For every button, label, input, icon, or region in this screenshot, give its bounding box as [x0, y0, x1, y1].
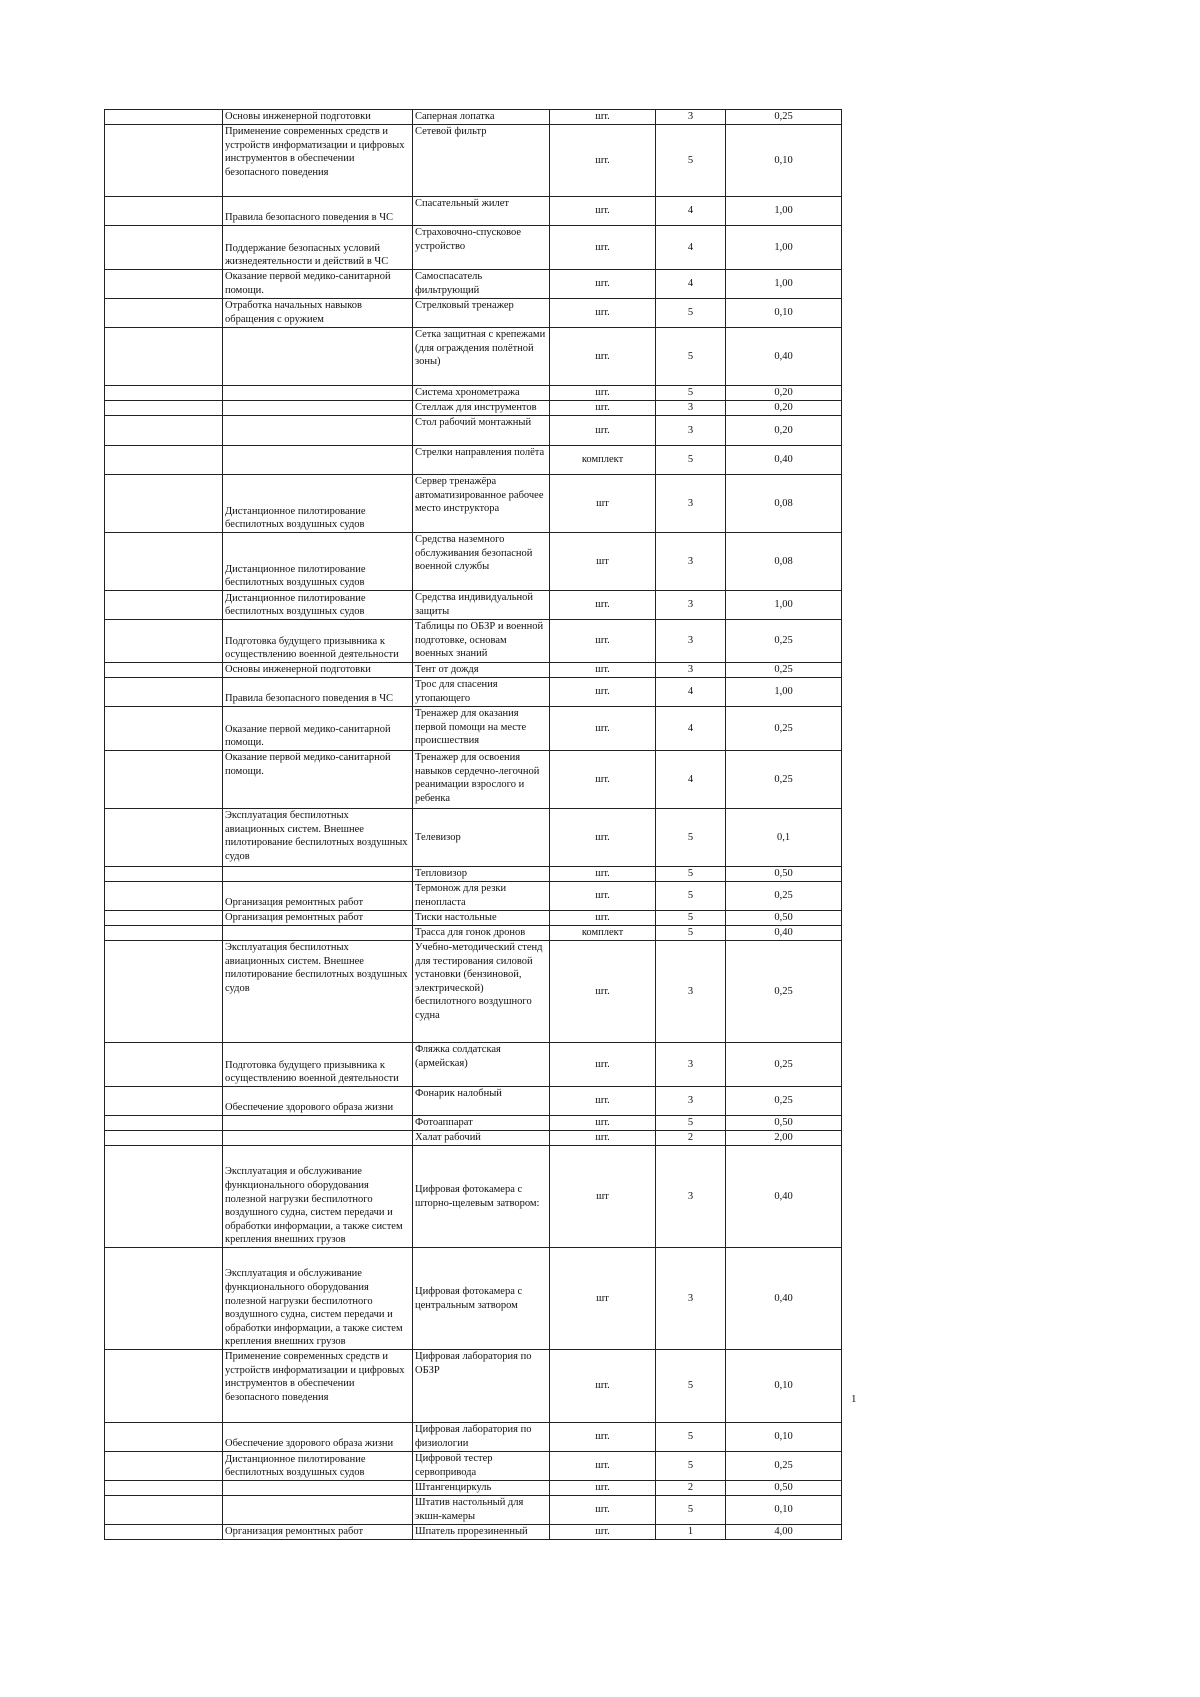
- item-cell: Средства наземного обслуживания безопасной военной службы: [413, 533, 550, 591]
- table-row: [105, 533, 842, 591]
- table-row: [105, 1496, 842, 1525]
- blank-cell: [105, 911, 223, 926]
- section-cell: [223, 1116, 413, 1131]
- item-cell: Таблицы по ОБЗР и военной подготовке, основам военных знаний: [413, 620, 550, 663]
- item-cell: Тренажер для оказания первой помощи на месте происшествия: [413, 707, 550, 751]
- coefficient-cell: 0,20: [726, 386, 842, 401]
- quantity-cell: 3: [656, 110, 726, 125]
- table-row: [105, 663, 842, 678]
- quantity-cell: 5: [656, 1423, 726, 1452]
- quantity-cell: 2: [656, 1481, 726, 1496]
- blank-cell: [105, 1350, 223, 1423]
- coefficient-cell: 0,10: [726, 1423, 842, 1452]
- blank-cell: [105, 1131, 223, 1146]
- item-cell: Сетевой фильтр: [413, 125, 550, 197]
- table-row: [105, 416, 842, 446]
- quantity-cell: 5: [656, 1350, 726, 1423]
- coefficient-cell: 1,00: [726, 197, 842, 226]
- table-row: [105, 1350, 842, 1423]
- section-cell: Эксплуатация беспилотных авиационных систем. Внешнее пилотирование беспилотных воздушных судов: [223, 941, 413, 1043]
- section-cell: Эксплуатация беспилотных авиационных систем. Внешнее пилотирование беспилотных воздушных судов: [223, 809, 413, 867]
- blank-cell: [105, 1043, 223, 1087]
- table-row: [105, 707, 842, 751]
- table-row: [105, 867, 842, 882]
- item-cell: Фонарик налобный: [413, 1087, 550, 1116]
- section-cell: Оказание первой медико-санитарной помощи.: [223, 751, 413, 809]
- item-cell: Страховочно-спусковое устройство: [413, 226, 550, 270]
- blank-cell: [105, 1525, 223, 1540]
- unit-cell: шт.: [550, 401, 656, 416]
- unit-cell: шт: [550, 475, 656, 533]
- blank-cell: [105, 707, 223, 751]
- coefficient-cell: 0,25: [726, 751, 842, 809]
- section-cell: Подготовка будущего призывника к осуществлению военной деятельности: [223, 620, 413, 663]
- section-cell: Дистанционное пилотирование беспилотных воздушных судов: [223, 1452, 413, 1481]
- coefficient-cell: 0,08: [726, 475, 842, 533]
- section-cell: Правила безопасного поведения в ЧС: [223, 678, 413, 707]
- unit-cell: шт.: [550, 386, 656, 401]
- blank-cell: [105, 1146, 223, 1248]
- blank-cell: [105, 299, 223, 328]
- table-row: [105, 1131, 842, 1146]
- coefficient-cell: 0,1: [726, 809, 842, 867]
- section-cell: Дистанционное пилотирование беспилотных воздушных судов: [223, 533, 413, 591]
- item-cell: Тепловизор: [413, 867, 550, 882]
- coefficient-cell: 1,00: [726, 226, 842, 270]
- section-cell: [223, 1496, 413, 1525]
- quantity-cell: 3: [656, 1248, 726, 1350]
- unit-cell: шт.: [550, 678, 656, 707]
- item-cell: Цифровой тестер сервопривода: [413, 1452, 550, 1481]
- coefficient-cell: 0,20: [726, 401, 842, 416]
- table-row: [105, 1116, 842, 1131]
- quantity-cell: 3: [656, 416, 726, 446]
- blank-cell: [105, 533, 223, 591]
- unit-cell: шт.: [550, 1131, 656, 1146]
- item-cell: Халат рабочий: [413, 1131, 550, 1146]
- item-cell: Стрелковый тренажер: [413, 299, 550, 328]
- item-cell: Трасса для гонок дронов: [413, 926, 550, 941]
- table-row: [105, 620, 842, 663]
- unit-cell: шт.: [550, 620, 656, 663]
- quantity-cell: 4: [656, 197, 726, 226]
- table-row: [105, 882, 842, 911]
- unit-cell: шт.: [550, 663, 656, 678]
- page-number: 1: [851, 1393, 857, 1405]
- coefficient-cell: 0,40: [726, 926, 842, 941]
- section-cell: [223, 328, 413, 386]
- blank-cell: [105, 620, 223, 663]
- coefficient-cell: 0,25: [726, 941, 842, 1043]
- table-row: [105, 299, 842, 328]
- coefficient-cell: 0,50: [726, 867, 842, 882]
- table-row: [105, 911, 842, 926]
- blank-cell: [105, 1248, 223, 1350]
- quantity-cell: 5: [656, 1496, 726, 1525]
- unit-cell: шт.: [550, 1481, 656, 1496]
- item-cell: Учебно-методический стенд для тестирования силовой установки (бензиновой, электрической) беспилотного воздушного судна: [413, 941, 550, 1043]
- quantity-cell: 3: [656, 1146, 726, 1248]
- item-cell: Фотоаппарат: [413, 1116, 550, 1131]
- section-cell: Эксплуатация и обслуживание функционального оборудования полезной нагрузки беспилотного воздушного судна, систем передачи и обработки информации, а также систем крепления внешних грузов: [223, 1146, 413, 1248]
- blank-cell: [105, 926, 223, 941]
- blank-cell: [105, 1087, 223, 1116]
- unit-cell: шт.: [550, 882, 656, 911]
- unit-cell: шт.: [550, 911, 656, 926]
- item-cell: Стол рабочий монтажный: [413, 416, 550, 446]
- section-cell: Оказание первой медико-санитарной помощи.: [223, 707, 413, 751]
- unit-cell: комплект: [550, 446, 656, 475]
- section-cell: [223, 416, 413, 446]
- unit-cell: шт.: [550, 1525, 656, 1540]
- table-row: [105, 809, 842, 867]
- blank-cell: [105, 401, 223, 416]
- unit-cell: шт.: [550, 1116, 656, 1131]
- quantity-cell: 5: [656, 867, 726, 882]
- blank-cell: [105, 1481, 223, 1496]
- quantity-cell: 5: [656, 446, 726, 475]
- unit-cell: шт.: [550, 416, 656, 446]
- blank-cell: [105, 270, 223, 299]
- section-cell: [223, 867, 413, 882]
- table-row: [105, 401, 842, 416]
- coefficient-cell: 0,10: [726, 125, 842, 197]
- coefficient-cell: 4,00: [726, 1525, 842, 1540]
- item-cell: Фляжка солдатская (армейская): [413, 1043, 550, 1087]
- item-cell: Термонож для резки пенопласта: [413, 882, 550, 911]
- quantity-cell: 3: [656, 533, 726, 591]
- blank-cell: [105, 678, 223, 707]
- table-row: [105, 446, 842, 475]
- blank-cell: [105, 867, 223, 882]
- coefficient-cell: 0,25: [726, 1452, 842, 1481]
- quantity-cell: 5: [656, 386, 726, 401]
- coefficient-cell: 0,10: [726, 1496, 842, 1525]
- blank-cell: [105, 110, 223, 125]
- item-cell: Цифровая лаборатория по ОБЗР: [413, 1350, 550, 1423]
- blank-cell: [105, 809, 223, 867]
- unit-cell: шт.: [550, 591, 656, 620]
- unit-cell: шт.: [550, 707, 656, 751]
- table-row: [105, 226, 842, 270]
- section-cell: Дистанционное пилотирование беспилотных воздушных судов: [223, 475, 413, 533]
- unit-cell: шт.: [550, 197, 656, 226]
- item-cell: Цифровая фотокамера с центральным затвором: [413, 1248, 550, 1350]
- section-cell: [223, 926, 413, 941]
- quantity-cell: 5: [656, 926, 726, 941]
- section-cell: [223, 401, 413, 416]
- coefficient-cell: 0,50: [726, 1116, 842, 1131]
- item-cell: Штангенциркуль: [413, 1481, 550, 1496]
- coefficient-cell: 0,25: [726, 1087, 842, 1116]
- coefficient-cell: 0,50: [726, 1481, 842, 1496]
- table-row: [105, 751, 842, 809]
- table-row: [105, 1087, 842, 1116]
- blank-cell: [105, 197, 223, 226]
- unit-cell: шт.: [550, 110, 656, 125]
- quantity-cell: 5: [656, 882, 726, 911]
- table-row: [105, 125, 842, 197]
- quantity-cell: 5: [656, 299, 726, 328]
- unit-cell: шт.: [550, 328, 656, 386]
- blank-cell: [105, 751, 223, 809]
- blank-cell: [105, 591, 223, 620]
- blank-cell: [105, 446, 223, 475]
- quantity-cell: 4: [656, 270, 726, 299]
- unit-cell: шт: [550, 533, 656, 591]
- coefficient-cell: 0,25: [726, 707, 842, 751]
- blank-cell: [105, 1116, 223, 1131]
- table-row: [105, 1248, 842, 1350]
- quantity-cell: 3: [656, 591, 726, 620]
- section-cell: Отработка начальных навыков обращения с оружием: [223, 299, 413, 328]
- unit-cell: шт.: [550, 1087, 656, 1116]
- quantity-cell: 3: [656, 1043, 726, 1087]
- unit-cell: шт.: [550, 1350, 656, 1423]
- item-cell: Средства индивидуальной защиты: [413, 591, 550, 620]
- section-cell: Применение современных средств и устройств информатизации и цифровых инструментов в обеспечении безопасного поведения: [223, 1350, 413, 1423]
- unit-cell: шт.: [550, 751, 656, 809]
- item-cell: Сетка защитная с крепежами (для ограждения полётной зоны): [413, 328, 550, 386]
- table-row: [105, 1452, 842, 1481]
- quantity-cell: 4: [656, 707, 726, 751]
- item-cell: Штатив настольный для экшн-камеры: [413, 1496, 550, 1525]
- coefficient-cell: 0,08: [726, 533, 842, 591]
- unit-cell: шт: [550, 1146, 656, 1248]
- coefficient-cell: 0,40: [726, 1248, 842, 1350]
- unit-cell: шт.: [550, 1423, 656, 1452]
- unit-cell: шт.: [550, 299, 656, 328]
- quantity-cell: 5: [656, 911, 726, 926]
- coefficient-cell: 0,25: [726, 1043, 842, 1087]
- table-row: [105, 1146, 842, 1248]
- section-cell: [223, 446, 413, 475]
- blank-cell: [105, 941, 223, 1043]
- section-cell: Применение современных средств и устройств информатизации и цифровых инструментов в обеспечении безопасного поведения: [223, 125, 413, 197]
- coefficient-cell: 1,00: [726, 678, 842, 707]
- table-row: [105, 1423, 842, 1452]
- quantity-cell: 3: [656, 941, 726, 1043]
- item-cell: Система хронометража: [413, 386, 550, 401]
- item-cell: Шпатель прорезиненный: [413, 1525, 550, 1540]
- coefficient-cell: 0,25: [726, 620, 842, 663]
- section-cell: Основы инженерной подготовки: [223, 663, 413, 678]
- coefficient-cell: 0,10: [726, 299, 842, 328]
- quantity-cell: 5: [656, 1116, 726, 1131]
- coefficient-cell: 0,40: [726, 328, 842, 386]
- table-row: [105, 1481, 842, 1496]
- item-cell: Цифровая фотокамера с шторно-щелевым затвором:: [413, 1146, 550, 1248]
- coefficient-cell: 0,40: [726, 446, 842, 475]
- item-cell: Спасательный жилет: [413, 197, 550, 226]
- quantity-cell: 4: [656, 678, 726, 707]
- item-cell: Сервер тренажёра автоматизированное рабочее место инструктора: [413, 475, 550, 533]
- item-cell: Стеллаж для инструментов: [413, 401, 550, 416]
- table-row: [105, 941, 842, 1043]
- blank-cell: [105, 663, 223, 678]
- section-cell: Организация ремонтных работ: [223, 1525, 413, 1540]
- section-cell: Основы инженерной подготовки: [223, 110, 413, 125]
- blank-cell: [105, 1452, 223, 1481]
- quantity-cell: 3: [656, 620, 726, 663]
- blank-cell: [105, 328, 223, 386]
- coefficient-cell: 1,00: [726, 270, 842, 299]
- quantity-cell: 3: [656, 475, 726, 533]
- table-row: [105, 328, 842, 386]
- unit-cell: шт.: [550, 1496, 656, 1525]
- unit-cell: шт.: [550, 1043, 656, 1087]
- table-row: [105, 475, 842, 533]
- quantity-cell: 5: [656, 1452, 726, 1481]
- table-row: [105, 1525, 842, 1540]
- section-cell: Обеспечение здорового образа жизни: [223, 1423, 413, 1452]
- section-cell: [223, 1131, 413, 1146]
- quantity-cell: 4: [656, 751, 726, 809]
- section-cell: Поддержание безопасных условий жизнедеятельности и действий в ЧС: [223, 226, 413, 270]
- unit-cell: шт.: [550, 1452, 656, 1481]
- blank-cell: [105, 386, 223, 401]
- coefficient-cell: 0,10: [726, 1350, 842, 1423]
- blank-cell: [105, 1496, 223, 1525]
- table-row: [105, 110, 842, 125]
- quantity-cell: 5: [656, 809, 726, 867]
- item-cell: Трос для спасения утопающего: [413, 678, 550, 707]
- unit-cell: шт.: [550, 809, 656, 867]
- section-cell: Организация ремонтных работ: [223, 911, 413, 926]
- blank-cell: [105, 882, 223, 911]
- section-cell: Обеспечение здорового образа жизни: [223, 1087, 413, 1116]
- item-cell: Тент от дождя: [413, 663, 550, 678]
- item-cell: Тиски настольные: [413, 911, 550, 926]
- table-row: [105, 926, 842, 941]
- quantity-cell: 3: [656, 401, 726, 416]
- unit-cell: комплект: [550, 926, 656, 941]
- quantity-cell: 1: [656, 1525, 726, 1540]
- blank-cell: [105, 416, 223, 446]
- unit-cell: шт.: [550, 125, 656, 197]
- quantity-cell: 5: [656, 125, 726, 197]
- item-cell: Цифровая лаборатория по физиологии: [413, 1423, 550, 1452]
- quantity-cell: 4: [656, 226, 726, 270]
- section-cell: Эксплуатация и обслуживание функционального оборудования полезной нагрузки беспилотного воздушного судна, систем передачи и обработки информации, а также систем крепления внешних грузов: [223, 1248, 413, 1350]
- table-row: [105, 678, 842, 707]
- blank-cell: [105, 475, 223, 533]
- coefficient-cell: 2,00: [726, 1131, 842, 1146]
- section-cell: Оказание первой медико-санитарной помощи.: [223, 270, 413, 299]
- quantity-cell: 5: [656, 328, 726, 386]
- section-cell: Дистанционное пилотирование беспилотных воздушных судов: [223, 591, 413, 620]
- equipment-table: [104, 109, 842, 1540]
- item-cell: Саперная лопатка: [413, 110, 550, 125]
- item-cell: Тренажер для освоения навыков сердечно-легочной реанимации взрослого и ребенка: [413, 751, 550, 809]
- quantity-cell: 3: [656, 1087, 726, 1116]
- item-cell: Самоспасатель фильтрующий: [413, 270, 550, 299]
- blank-cell: [105, 125, 223, 197]
- section-cell: Организация ремонтных работ: [223, 882, 413, 911]
- table-row: [105, 1043, 842, 1087]
- unit-cell: шт.: [550, 941, 656, 1043]
- section-cell: Подготовка будущего призывника к осуществлению военной деятельности: [223, 1043, 413, 1087]
- table-row: [105, 386, 842, 401]
- coefficient-cell: 0,40: [726, 1146, 842, 1248]
- item-cell: Стрелки направления полёта: [413, 446, 550, 475]
- coefficient-cell: 0,25: [726, 663, 842, 678]
- quantity-cell: 3: [656, 663, 726, 678]
- section-cell: Правила безопасного поведения в ЧС: [223, 197, 413, 226]
- item-cell: Телевизор: [413, 809, 550, 867]
- table-row: [105, 197, 842, 226]
- section-cell: [223, 1481, 413, 1496]
- table-row: [105, 591, 842, 620]
- blank-cell: [105, 226, 223, 270]
- unit-cell: шт.: [550, 867, 656, 882]
- unit-cell: шт: [550, 1248, 656, 1350]
- quantity-cell: 2: [656, 1131, 726, 1146]
- coefficient-cell: 0,25: [726, 882, 842, 911]
- table-row: [105, 270, 842, 299]
- coefficient-cell: 0,50: [726, 911, 842, 926]
- unit-cell: шт.: [550, 226, 656, 270]
- section-cell: [223, 386, 413, 401]
- coefficient-cell: 0,20: [726, 416, 842, 446]
- coefficient-cell: 0,25: [726, 110, 842, 125]
- unit-cell: шт.: [550, 270, 656, 299]
- blank-cell: [105, 1423, 223, 1452]
- coefficient-cell: 1,00: [726, 591, 842, 620]
